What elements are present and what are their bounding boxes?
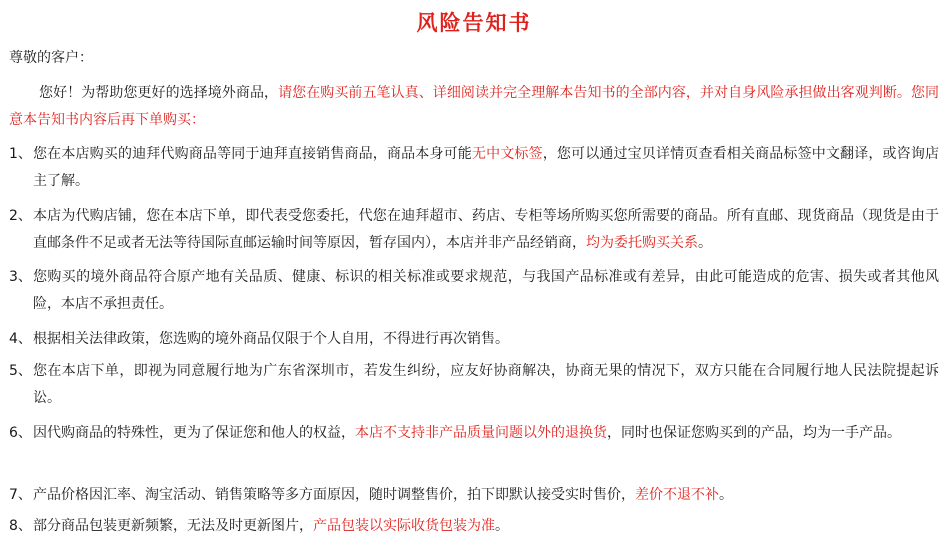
item-text xyxy=(33,326,939,353)
item-number: 1、 xyxy=(9,146,32,162)
item-text-part: 。 xyxy=(719,487,733,503)
item-text-part: 因代购商品的特殊性，更为了保证您和他人的权益， xyxy=(33,425,355,441)
item-number: 7、 xyxy=(9,487,32,503)
notice-item-3 xyxy=(9,264,939,318)
item-number: 8、 xyxy=(9,518,32,534)
notice-item-5 xyxy=(9,358,939,412)
item-number: 3、 xyxy=(9,269,32,285)
intro-highlight: 请您在购买前五笔认真、详细阅读并完全理解本告知书的全部内容，并对自身风险承担做出客观判断。您同意本告知书内容后再下单购买： xyxy=(9,85,940,128)
item-text xyxy=(33,203,939,257)
notice-item-6 xyxy=(9,420,939,447)
notice-item-2 xyxy=(9,203,939,257)
item-number: 4、 xyxy=(9,331,32,347)
item-number: 2、 xyxy=(9,208,32,224)
notice-item-7 xyxy=(9,482,939,509)
item-text-part: 本店为代购店铺，您在本店下单，即代表受您委托，代您在迪拜超市、药店、专柜等场所购买您所需要的商品。所有直邮、现货商品（现货是由于直邮条件不足或者无法等待国际直邮运输时间等原因，暂存国内），本店并非产品经销商， xyxy=(33,208,939,251)
item-text-part: 根据相关法律政策，您选购的境外商品仅限于个人自用，不得进行再次销售。 xyxy=(33,331,509,347)
item-text xyxy=(33,264,939,318)
item-text xyxy=(33,513,939,540)
item-text-part: 产品价格因汇率、淘宝活动、销售策略等多方面原因，随时调整售价，拍下即默认接受实时售价， xyxy=(33,487,635,503)
item-highlight: 本店不支持非产品质量问题以外的退换货 xyxy=(355,425,607,441)
item-text-part: 。 xyxy=(698,235,712,251)
notice-item-8 xyxy=(9,513,939,540)
notice-item-4 xyxy=(9,326,939,353)
item-text-part: 您在本店购买的迪拜代购商品等同于迪拜直接销售商品，商品本身可能 xyxy=(33,146,472,162)
item-text-part: 部分商品包装更新频繁，无法及时更新图片， xyxy=(33,518,313,534)
item-text xyxy=(33,358,939,412)
item-highlight: 差价不退不补 xyxy=(635,487,719,503)
intro-lead: 您好！为帮助您更好的选择境外商品， xyxy=(39,85,279,101)
item-text-part: 您购买的境外商品符合原产地有关品质、健康、标识的相关标准或要求规范，与我国产品标准或有差异，由此可能造成的危害、损失或者其他风险，本店不承担责任。 xyxy=(33,269,939,312)
item-text xyxy=(33,420,939,447)
document-title: 风险告知书 xyxy=(416,10,532,35)
item-text-part: ，您可以通过宝贝详情页查看相关商品标签中文翻译，或咨询店主了解。 xyxy=(33,146,940,189)
item-highlight: 无中文标签 xyxy=(471,146,543,162)
notice-item-1 xyxy=(9,141,939,195)
item-text-part: 您在本店下单，即视为同意履行地为广东省深圳市，若发生纠纷，应友好协商解决，协商无果的情况下，双方只能在合同履行地人民法院提起诉讼。 xyxy=(33,363,939,406)
item-text xyxy=(33,482,939,509)
intro-paragraph xyxy=(9,80,939,134)
item-text xyxy=(33,141,939,195)
item-highlight: 均为委托购买关系 xyxy=(586,235,698,251)
salutation: 尊敬的客户： xyxy=(9,50,93,66)
item-text-part: ，同时也保证您购买到的产品，均为一手产品。 xyxy=(607,425,901,441)
item-number: 5、 xyxy=(9,363,32,379)
item-highlight: 产品包装以实际收货包装为准 xyxy=(313,518,495,534)
item-number: 6、 xyxy=(9,425,32,441)
item-text-part: 。 xyxy=(495,518,509,534)
